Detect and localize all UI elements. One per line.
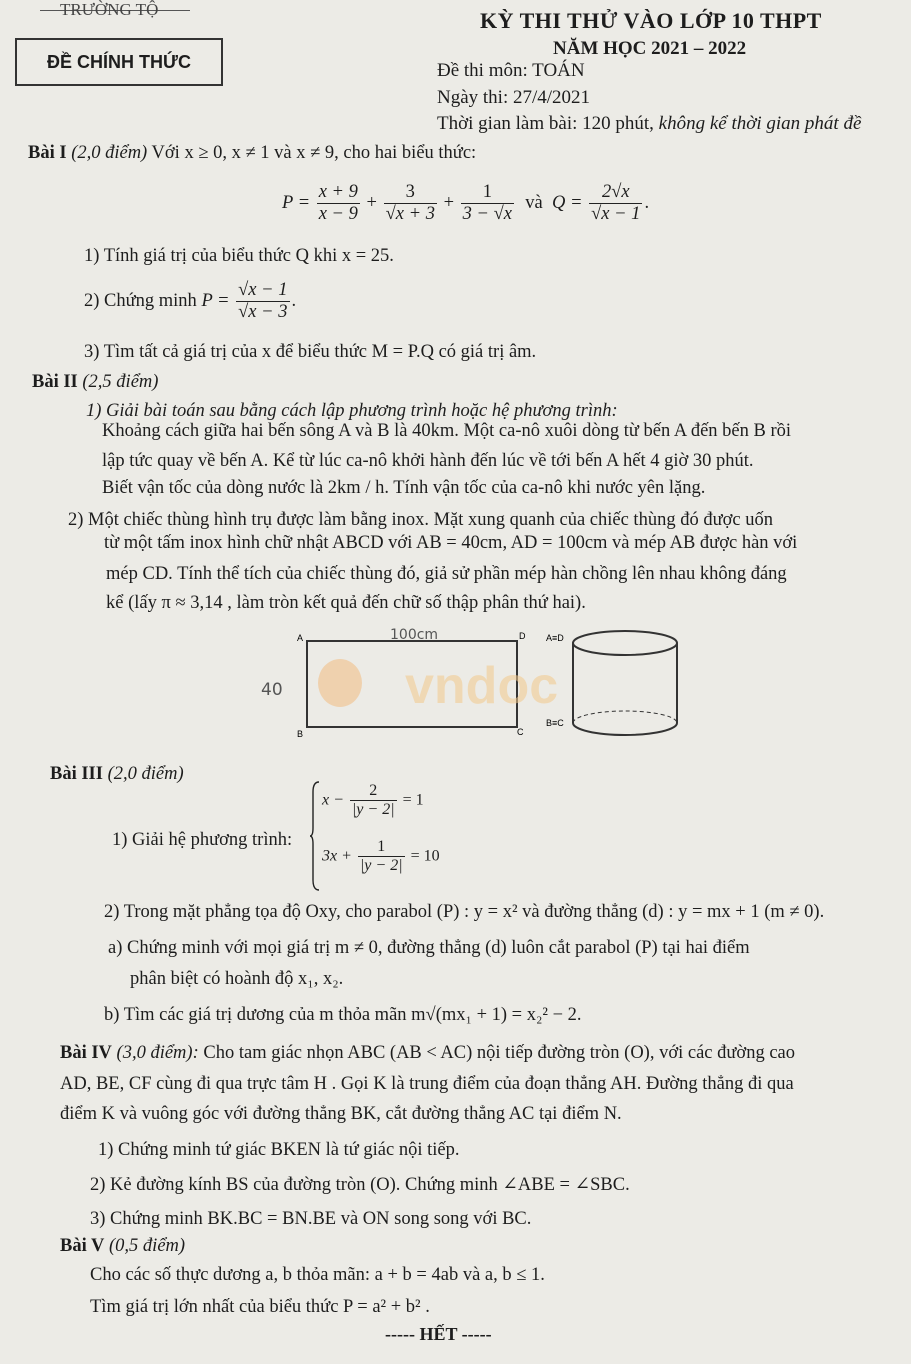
bai2-points: (2,5 điểm) <box>82 372 159 392</box>
system-brace <box>310 780 320 892</box>
bai1-intro: Với x ≥ 0, x ≠ 1 và x ≠ 9, cho hai biểu thức: <box>151 143 477 163</box>
bai1-title: Bài I <box>28 143 67 163</box>
label-b: B <box>297 729 304 739</box>
label-c: C <box>517 727 524 737</box>
bai2-q2-line3: mép CD. Tính thể tích của chiếc thùng đó, giả sử phần mép hàn chồng lên nhau không đáng <box>106 564 787 584</box>
bai1-formula-pq: P = $\frac{x + 9}{x - 9}$ + $\frac{3}{√x + 3}$ + $\frac{1}{3 - √x}$ và Q = $\frac{2√x}{√x - 1}$ . <box>282 182 650 225</box>
bai5-line2: Tìm giá trị lớn nhất của biểu thức P = a² + b² . <box>90 1297 430 1317</box>
cyl-bottom-front <box>573 723 677 735</box>
bai2-q1-head: 1) Giải bài toán sau bằng cách lập phương trình hoặc hệ phương trình: <box>86 401 618 421</box>
frac-2: $\frac{3}{√x + 3}$ <box>385 182 435 225</box>
bai1-points: (2,0 điểm) <box>71 143 148 163</box>
frac-3: $\frac{1}{3 - √x}$ <box>462 182 512 225</box>
bai5-header <box>60 1236 185 1257</box>
cylinder-figure <box>255 625 695 745</box>
equation-1: x − $\frac{2}{|y - 2|}$ = 1 <box>322 782 424 819</box>
frac-q2: $\frac{√x - 1}{√x - 3}$ <box>238 280 288 323</box>
exam-title: KỲ THI THỬ VÀO LỚP 10 THPT <box>480 8 822 33</box>
official-label: ĐỀ CHÍNH THỨC <box>15 38 223 86</box>
bai4-line3: điểm K và vuông góc với đường thẳng BK, cắt đường thẳng AC tại điểm N. <box>60 1104 622 1124</box>
duration-main: Thời gian làm bài: 120 phút, <box>437 113 654 134</box>
cyl-top-ellipse <box>573 631 677 655</box>
bai4-q1: 1) Chứng minh tứ giác BKEN là tứ giác nội tiếp. <box>98 1140 460 1160</box>
bai4-line1: Bài IV (3,0 điểm): Cho tam giác nhọn ABC (AB < AC) nội tiếp đường tròn (O), với các đường cao <box>60 1043 796 1063</box>
bai5-title: Bài V <box>60 1236 105 1256</box>
label-a: A <box>297 633 304 643</box>
bai2-q1-line2: lập tức quay về bến A. Kể từ lúc ca-nô khởi hành đến lúc về tới bến A hết 4 giờ 30 phút. <box>102 451 754 471</box>
q-label: Q = <box>551 193 583 214</box>
bai3-title: Bài III <box>50 764 103 784</box>
bai5-points: (0,5 điểm) <box>109 1236 186 1256</box>
end-marker: ----- HẾT ----- <box>385 1324 492 1344</box>
bai2-title: Bài II <box>32 372 78 392</box>
bai4-points: (3,0 điểm): <box>116 1043 199 1063</box>
cyl-bottom-back <box>573 711 677 723</box>
bai2-q2-line2: từ một tấm inox hình chữ nhật ABCD với AB = 40cm, AD = 100cm và mép AB được hàn với <box>104 533 798 553</box>
bai3-qa-line2: phân biệt có hoành độ x₁, x₂. <box>130 969 344 989</box>
bai3-q1: 1) Giải hệ phương trình: <box>112 830 293 850</box>
bai1-q3: 3) Tìm tất cả giá trị của x để biểu thức M = P.Q có giá trị âm. <box>84 342 537 362</box>
bai1-q1: 1) Tính giá trị của biểu thức Q khi x = 25. <box>84 246 394 266</box>
bai2-q1-line3: Biết vận tốc của dòng nước là 2km / h. Tính vận tốc của ca-nô khi nước yên lặng. <box>102 478 706 498</box>
school-year: NĂM HỌC 2021 – 2022 <box>553 38 747 59</box>
hand-note-side: 40 <box>261 680 283 700</box>
bai3-points: (2,0 điểm) <box>107 764 184 784</box>
bai3-header <box>50 764 184 785</box>
bai5-line1: Cho các số thực dương a, b thỏa mãn: a + b = 4ab và a, b ≤ 1. <box>90 1265 545 1285</box>
cyl-bottom-label: B≡C <box>546 718 564 728</box>
bai4-line2: AD, BE, CF cùng đi qua trực tâm H . Gọi K là trung điểm của đoạn thẳng AH. Đường thẳng đi qua <box>60 1074 794 1094</box>
bai4-title: Bài IV <box>60 1043 112 1063</box>
cyl-top-label: A≡D <box>546 633 564 643</box>
school-name: TRƯỜNG TỘ <box>60 0 159 19</box>
bai2-q2-line1: 2) Một chiếc thùng hình trụ được làm bằng inox. Mặt xung quanh của chiếc thùng đó được uốn <box>68 510 773 530</box>
hand-note-top: 100cm <box>390 627 439 643</box>
duration-line <box>437 113 861 135</box>
bai3-qb: b) Tìm các giá trị dương của m thỏa mãn m√(mx₁ + 1) = x₂² − 2. <box>104 1005 582 1025</box>
bai1-q2: 2) Chứng minh P = $\frac{√x - 1}{√x - 3}$ . <box>84 280 297 323</box>
date-line: Ngày thi: 27/4/2021 <box>437 87 591 108</box>
label-d: D <box>519 631 526 641</box>
bai4-q3: 3) Chứng minh BK.BC = BN.BE và ON song song với BC. <box>90 1209 532 1229</box>
bai2-q2-line4: kể (lấy π ≈ 3,14 , làm tròn kết quả đến chữ số thập phân thứ hai). <box>106 593 586 613</box>
subject-line: Đề thi môn: TOÁN <box>437 60 585 81</box>
frac-1: $\frac{x + 9}{x - 9}$ <box>318 182 358 225</box>
bai4-q2: 2) Kẻ đường kính BS của đường tròn (O). Chứng minh ∠ABE = ∠SBC. <box>90 1175 630 1195</box>
and-word: và <box>525 193 543 214</box>
bai2-q1-line1: Khoảng cách giữa hai bến sông A và B là 40km. Một ca-nô xuôi dòng từ bến A đến bến B rồi <box>102 421 792 441</box>
bai1-header <box>28 143 476 164</box>
watermark: vndoc <box>405 657 559 715</box>
equation-2: 3x + $\frac{1}{|y - 2|}$ = 10 <box>322 838 440 875</box>
bai2-header <box>32 372 158 393</box>
bai3-qa-line1: a) Chứng minh với mọi giá trị m ≠ 0, đường thẳng (d) luôn cắt parabol (P) tại hai điểm <box>108 938 750 958</box>
p-label: P = <box>282 193 311 214</box>
bai3-q2: 2) Trong mặt phẳng tọa độ Oxy, cho parabol (P) : y = x² và đường thẳng (d) : y = mx + 1 (m ≠ 0). <box>104 902 825 922</box>
duration-note: không kể thời gian phát đề <box>658 113 862 134</box>
frac-q: $\frac{2√x}{√x - 1}$ <box>591 182 641 225</box>
watermark-mascot <box>318 659 362 707</box>
